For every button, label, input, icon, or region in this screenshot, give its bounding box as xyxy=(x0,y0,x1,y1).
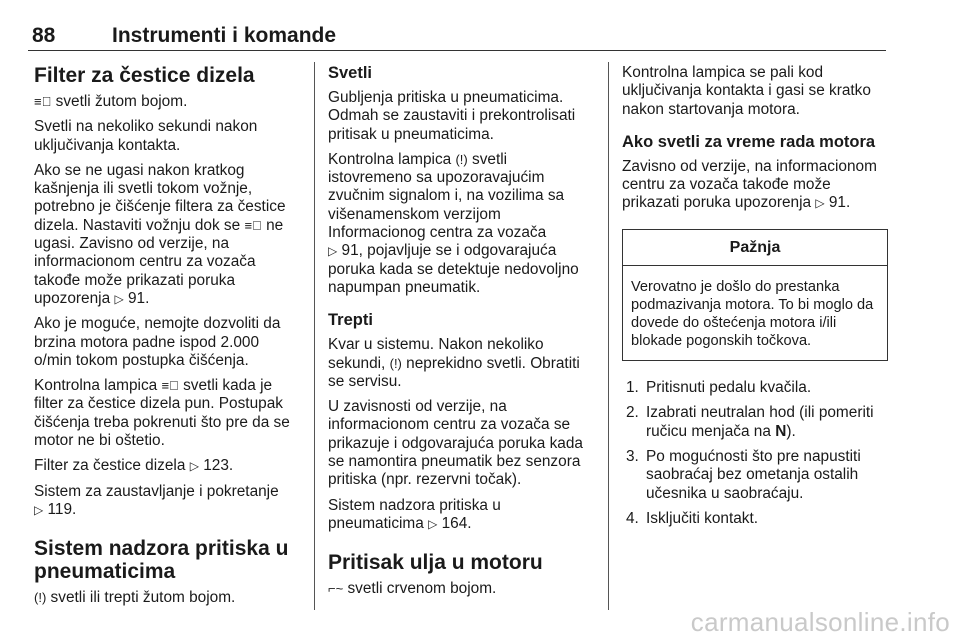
heading-flashing: Trepti xyxy=(328,311,373,330)
cross-reference[interactable]: Filter za čestice dizela ▷ 123. xyxy=(34,457,234,475)
dpf-warning-icon: ≡⃝ xyxy=(161,378,179,394)
paragraph: Gubljenja pritiska u pneumaticima. Odmah se zaustaviti i prekontrolisati pritisak u pneumaticima. xyxy=(328,89,576,143)
page-reference-arrow-icon: ▷ xyxy=(189,459,199,474)
caution-title: Pažnja xyxy=(623,230,887,266)
caution-text: Verovatno je došlo do prestanka podmazivanja motora. To bi moglo da dovede do oštećenja motora i/ili blokade pogonskih točkova. xyxy=(631,279,874,350)
column-divider xyxy=(608,62,609,610)
chapter-title: Instrumenti i komande xyxy=(112,24,337,47)
list-item: 2. Izabrati neutralan hod (ili pomeriti ručicu menjača na N). xyxy=(626,404,874,440)
dpf-warning-icon: ≡⃝ xyxy=(34,94,52,109)
page-reference-arrow-icon: ▷ xyxy=(328,244,338,259)
dpf-warning-icon: ≡⃝ xyxy=(244,217,262,233)
list-item: 4. Isključiti kontakt. xyxy=(626,509,759,527)
heading-illuminated: Svetli xyxy=(328,64,373,82)
page-header xyxy=(28,22,886,51)
paragraph: Kontrolna lampica se pali kod uključivanja kontakta i gasi se kratko nakon startovanja motora. xyxy=(622,64,871,118)
tire-pressure-icon: (!) xyxy=(455,151,468,167)
heading-diesel-filter: Filter za čestice dizela xyxy=(34,64,255,87)
page-number: 88 xyxy=(32,24,56,47)
caution-box xyxy=(622,229,888,361)
paragraph: Zavisno od verzije, na informacionom centru za vozača takođe može prikazati poruka upozorenja ▷ 91. xyxy=(622,157,877,212)
cross-reference[interactable]: Sistem nadzora pritiska u pneumaticima ▷ 164. xyxy=(328,496,501,532)
column-1 xyxy=(34,64,300,615)
paragraph: ⌐~ svetli crvenom bojom. xyxy=(328,580,497,598)
column-divider xyxy=(314,62,315,610)
paragraph: ≡⃝ svetli žutom bojom. xyxy=(34,93,188,110)
heading-tire-pressure: Sistem nadzora pritiska u pneumaticima xyxy=(34,537,289,584)
column-3 xyxy=(622,64,888,535)
page-reference-arrow-icon: ▷ xyxy=(34,502,44,517)
watermark: carmanualsonline.info xyxy=(690,607,950,637)
page-reference-arrow-icon: ▷ xyxy=(428,516,438,531)
paragraph: U zavisnosti od verzije, na informacionom centru za vozača se prikazuje i odgovarajuća poruka kada se namontira pneumatik bez senzora pritiska (npr. rezervni točak). xyxy=(328,398,583,489)
heading-oil-pressure: Pritisak ulja u motoru xyxy=(328,551,543,575)
steps-list xyxy=(622,379,888,528)
paragraph: Ako se ne ugasi nakon kratkog kašnjenja ili svetli tokom vožnje, potrebno je čišćenje filtera za čestice dizela. Nastaviti vožnju dok se ≡⃝ ne ugasi. Zavisno od verzije, na informacionom centru za vozača takođe može prikazati poruka upozorenja ▷ 91. xyxy=(34,161,286,307)
column-2 xyxy=(328,64,594,606)
heading-while-driving: Ako svetli za vreme rada motora xyxy=(622,132,876,151)
list-item: 3. Po mogućnosti što pre napustiti saobraćaj bez ometanja ostalih učesnika u saobraćaju. xyxy=(626,447,861,502)
page-reference-arrow-icon: ▷ xyxy=(815,196,825,211)
paragraph: Kontrolna lampica ≡⃝ svetli kada je filter za čestice dizela pun. Postupak čišćenja treba pokrenuti što pre da se motor ne bi oštetio. xyxy=(34,377,290,450)
tire-pressure-icon: (!) xyxy=(34,590,47,606)
paragraph: Svetli na nekoliko sekundi nakon uključivanja kontakta. xyxy=(34,118,258,154)
list-item: 1. Pritisnuti pedalu kvačila. xyxy=(626,379,812,397)
tire-pressure-icon: (!) xyxy=(389,355,402,371)
page-reference-arrow-icon: ▷ xyxy=(114,291,124,306)
paragraph: (!) svetli ili trepti žutom bojom. xyxy=(34,589,236,607)
paragraph: Kontrolna lampica (!) svetli istovremeno sa upozoravajućim zvučnim signalom i, na vozilima sa višenamenskom verzijom Informacionog centra za vozača ▷ 91, pojavljuje se i odgovarajuća poruka kada se detektuje nedovoljno napumpan pneumatik. xyxy=(328,150,579,296)
oil-can-icon: ⌐~ xyxy=(328,581,344,597)
paragraph: Kvar u sistemu. Nakon nekoliko sekundi, (!) neprekidno svetli. Obratiti se servisu. xyxy=(328,336,580,390)
cross-reference[interactable]: Sistem za zaustavljanje i pokretanje ▷ 119. xyxy=(34,482,279,518)
paragraph: Ako je moguće, nemojte dozvoliti da brzina motora padne ispod 2.000 o/min tokom postupka čišćenja. xyxy=(34,315,281,369)
